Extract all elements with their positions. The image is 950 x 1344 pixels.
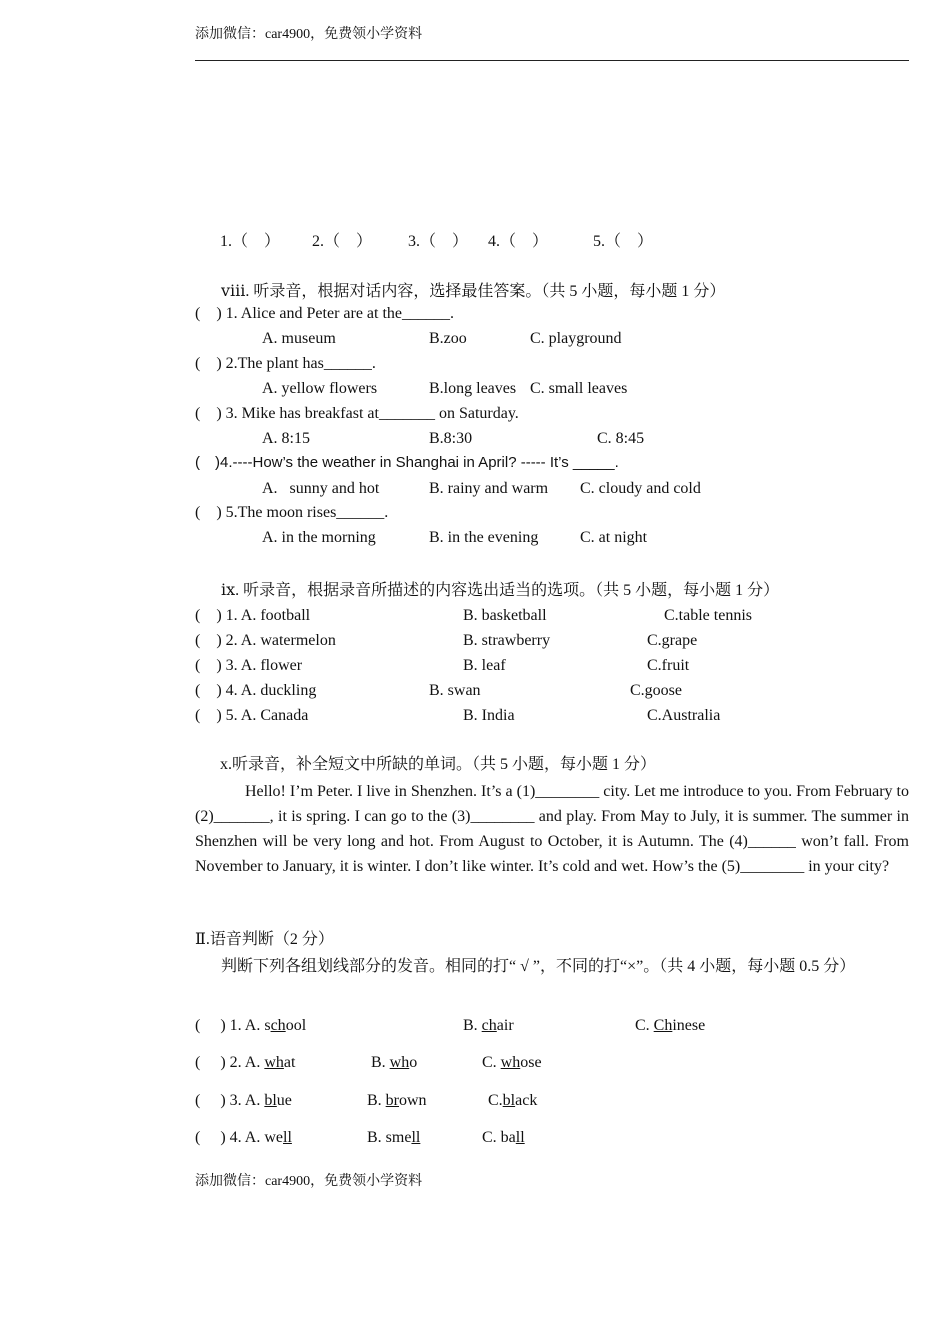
s9-row1-c: C.table tennis bbox=[664, 607, 752, 624]
answer-slot-4: 4.（ ） bbox=[488, 233, 549, 250]
p2-item4-b: B. smell bbox=[367, 1129, 421, 1146]
section10-passage: Hello! I’m Peter. I live in Shenzhen. It’s a (1)________ city. Let me introduce to you. From February to (2)_______, it is spring. I can go to the (3)________ and play. From May to July, it is summer. The summer in Shenzhen will be very long and hot. From August to October, it is Autumn. The (4)______ won’t fall. From November to January, it is winter. I don’t like winter. It’s cold and wet. How’s the (5)________ in your city? bbox=[195, 783, 909, 875]
s9-row1-a: ( ) 1. A. football bbox=[195, 607, 311, 624]
section9-title: ⅸ. 听录音，根据录音所描述的内容选出适当的选项。（共 5 小题，每小题 1 分） bbox=[221, 582, 780, 599]
s8-q1-stem: ( ) 1. Alice and Peter are at the______. bbox=[195, 305, 455, 322]
s9-row1-b: B. basketball bbox=[463, 607, 547, 624]
p2-item1: ( ) 1. A. school bbox=[195, 1017, 307, 1034]
footer-text: 添加微信：car4900，免费领小学资料 bbox=[195, 1174, 423, 1189]
s8-q3-opt-a: A. 8:15 bbox=[262, 430, 310, 447]
p2-item3-c: C.black bbox=[488, 1092, 538, 1109]
section10-title: x.听录音，补全短文中所缺的单词。（共 5 小题，每小题 1 分） bbox=[220, 756, 657, 773]
s8-q3-stem: ( ) 3. Mike has breakfast at_______ on Saturday. bbox=[195, 405, 519, 422]
s8-q4-opt-a: A. sunny and hot bbox=[262, 480, 380, 497]
p2-item1-a-underline: ch bbox=[270, 1017, 286, 1034]
s9-row4-b: B. swan bbox=[429, 682, 481, 699]
s9-row5-a: ( ) 5. A. Canada bbox=[195, 707, 309, 724]
s9-row2-c: C.grape bbox=[647, 632, 698, 649]
s8-q1-opt-a: A. museum bbox=[262, 330, 336, 347]
s8-q5-opt-a: A. in the morning bbox=[262, 529, 376, 546]
p2-item1-b: B. chair bbox=[463, 1017, 514, 1034]
part2-title: Ⅱ.语音判断（2 分） bbox=[195, 931, 334, 948]
s9-row4-c: C.goose bbox=[630, 682, 682, 699]
p2-item1-num: ( ) 1. A. bbox=[195, 1017, 265, 1034]
s9-row4-a: ( ) 4. A. duckling bbox=[195, 682, 317, 699]
s8-q2-opt-c: C. small leaves bbox=[530, 380, 628, 397]
s8-q2-opt-a: A. yellow flowers bbox=[262, 380, 378, 397]
p2-item4-num: ( ) 4. A. bbox=[195, 1129, 265, 1146]
answer-slot-1: 1.（ ） bbox=[220, 233, 281, 250]
p2-item2: ( ) 2. A. what bbox=[195, 1054, 296, 1071]
s8-q5-opt-b: B. in the evening bbox=[429, 529, 539, 546]
p2-item4-c: C. ball bbox=[482, 1129, 525, 1146]
s8-q4-opt-c: C. cloudy and cold bbox=[580, 480, 701, 497]
s9-row3-b: B. leaf bbox=[463, 657, 506, 674]
answer-slot-3: 3.（ ） bbox=[408, 233, 469, 250]
s8-q3-opt-c: C. 8:45 bbox=[597, 430, 645, 447]
s8-q4-stem: ( )4.----How’s the weather in Shanghai in April? ----- It’s _____. bbox=[195, 454, 619, 471]
s9-row3-c: C.fruit bbox=[647, 657, 690, 674]
p2-item1-c: C. Chinese bbox=[635, 1017, 706, 1034]
p2-item3-num: ( ) 3. A. bbox=[195, 1092, 265, 1109]
header-text: 添加微信：car4900，免费领小学资料 bbox=[195, 27, 423, 42]
s8-q3-opt-b: B.8:30 bbox=[429, 430, 473, 447]
p2-item2-b: B. who bbox=[371, 1054, 418, 1071]
p2-item4: ( ) 4. A. well bbox=[195, 1129, 292, 1146]
section8-title: ⅷ. 听录音，根据对话内容，选择最佳答案。（共 5 小题，每小题 1 分） bbox=[221, 283, 726, 300]
s8-q5-stem: ( ) 5.The moon rises______. bbox=[195, 504, 389, 521]
s8-q5-opt-c: C. at night bbox=[580, 529, 648, 546]
s8-q1-opt-b: B.zoo bbox=[429, 330, 467, 347]
s8-q2-stem: ( ) 2.The plant has______. bbox=[195, 355, 376, 372]
p2-item2-num: ( ) 2. A. bbox=[195, 1054, 265, 1071]
p2-item2-c: C. whose bbox=[482, 1054, 542, 1071]
answer-slot-5: 5.（ ） bbox=[593, 233, 654, 250]
s9-row5-b: B. India bbox=[463, 707, 515, 724]
s9-row2-b: B. strawberry bbox=[463, 632, 551, 649]
p2-item3: ( ) 3. A. blue bbox=[195, 1092, 292, 1109]
part2-instruction: 判断下列各组划线部分的发音。相同的打“ √ ”，不同的打“×”。（共 4 小题，每小题 0.5 分） bbox=[221, 958, 856, 975]
header-rule bbox=[195, 60, 909, 61]
p2-item3-b: B. brown bbox=[367, 1092, 427, 1109]
s9-row3-a: ( ) 3. A. flower bbox=[195, 657, 303, 674]
s9-row5-c: C.Australia bbox=[647, 707, 721, 724]
s8-q2-opt-b: B.long leaves bbox=[429, 380, 517, 397]
s8-q1-opt-c: C. playground bbox=[530, 330, 622, 347]
s9-row2-a: ( ) 2. A. watermelon bbox=[195, 632, 336, 649]
answer-slot-2: 2.（ ） bbox=[312, 233, 373, 250]
s8-q4-opt-b: B. rainy and warm bbox=[429, 480, 549, 497]
